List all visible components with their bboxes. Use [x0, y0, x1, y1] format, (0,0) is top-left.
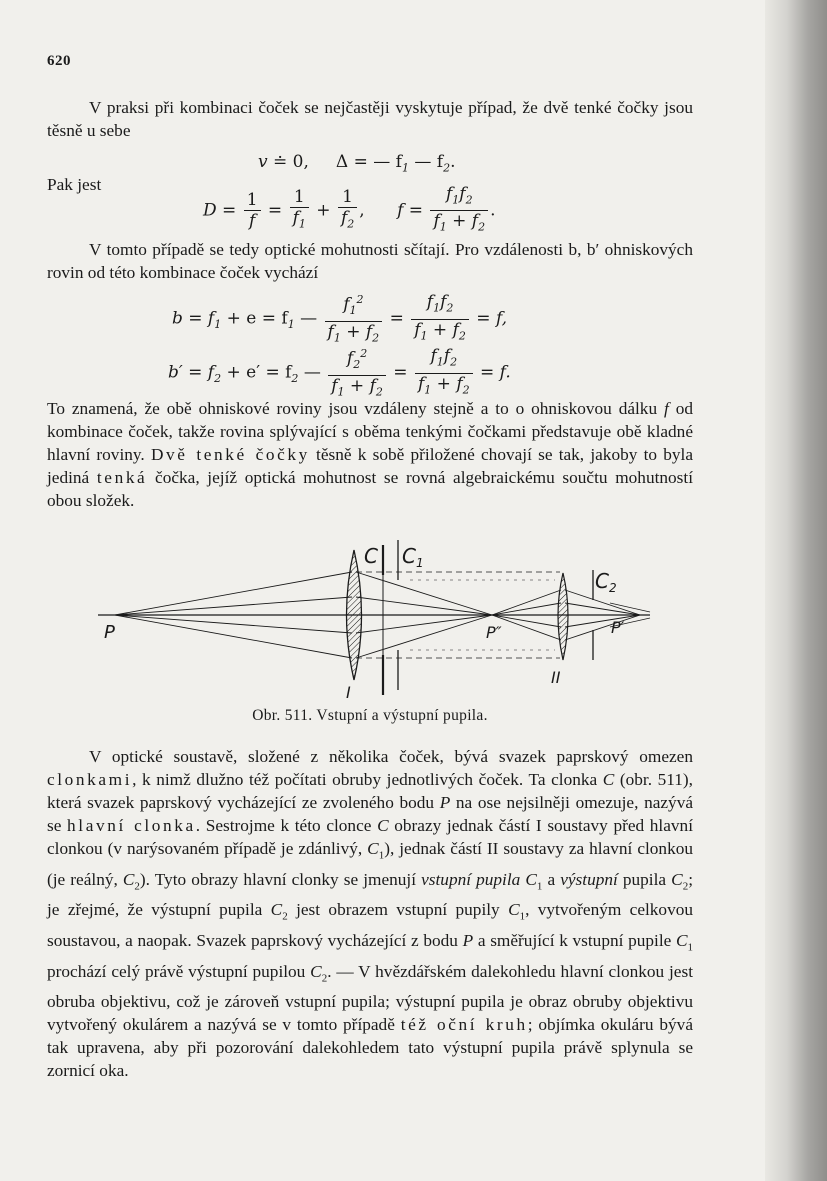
eq2-frac-1-over-f1: $\frac{1}{f_1}$	[290, 187, 309, 234]
label-lens-I: I	[346, 683, 351, 702]
eq1-sub1: 1	[401, 161, 409, 175]
ray-lower-2	[115, 615, 352, 658]
eq3-frac-product: $\frac{f_1f_2}{f_1 + f_2}$	[411, 292, 469, 346]
label-lens-II: II	[551, 668, 561, 687]
eq2-equals: =	[267, 200, 283, 221]
ray-lower-1	[115, 615, 352, 633]
eq2-D: D =	[203, 200, 237, 221]
eq4-frac-product: $\frac{f_1f_2}{f_1 + f_2}$	[415, 346, 473, 400]
page-number: 620	[47, 53, 71, 69]
eq2-plus: +	[316, 200, 331, 221]
label-P-double-prime: P″	[486, 623, 502, 642]
paragraph-3: To znamená, že obě ohniskové roviny jsou vzdáleny stejně a to o ohniskovou dálku f od kombinace čoček, takže rovina splývající s oběma tenkými čočkami představuje obě kladné hlavní roviny. Dvě tenké čočky těsně k sobě přiložené chovají se tak, jakoby to byla jediná tenká čočka, jejíž optická mohutnost se rovná algebraickému součtu mohutností obou složek.	[47, 399, 693, 511]
equation-1	[258, 152, 455, 174]
eq1-delta: Δ	[335, 152, 349, 172]
pak-jest-label: Pak jest	[47, 175, 102, 194]
equation-3: $b = f_1 + e = f_1$ — $\frac{f_1^2}{f_1 + f_2}$ = $\frac{f_1f_2}{f_1 + f_2}$ = f,	[172, 290, 507, 348]
paragraph-2	[47, 238, 693, 284]
ray-upper-2	[115, 597, 352, 615]
eq1-approx: ≐ 0,	[273, 152, 309, 172]
eq1-v: v	[258, 152, 268, 172]
paragraph-1-text: V praksi při kombinaci čoček se nejčastěji vyskytuje případ, že dvě tenké čočky jsou těsně u sebe	[47, 98, 693, 141]
figure-caption: Obr. 511. Vstupní a výstupní pupila.	[252, 707, 488, 724]
eq4-frac-square: $\frac{f_2^2}{f_1 + f_2}$	[328, 344, 386, 402]
eq2-frac-product-over-sum: $\frac{f_1f_2}{f_1 + f_2}$	[430, 184, 488, 238]
eq1-rhs: = — f	[353, 152, 402, 172]
figure-511-optics-diagram	[0, 530, 740, 705]
paragraph-4: V optické soustavě, složené z několika čoček, bývá svazek paprskový omezen clonkami, k nimž dlužno též počítati obruby jednotlivých čoček. Ta clonka C (obr. 511), která svazek paprskový vycházející ze zvoleného bodu P na ose nejsilněji omezuje, nazývá se hlavní clonka. Sestrojme k této clonce C obrazy jednak částí I soustavy před hlavní clonkou (v narýsovaném případě je zdánlivý, $C_1$), jednak částí II soustavy za hlavní clonkou (je reálný, $C_2$). Tyto obrazy hlavní clonky se jmenují vstupní pupila $C_1$ a výstupní pupila $C_2$; je zřejmé, že výstupní pupila $C_2$ jest obrazem vstupní pupily $C_1$, vytvořeným celkovou soustavou, a naopak. Svazek paprskový vycházející z bodu P a směřující k vstupní pupile $C_1$ prochází celý právě výstupní pupilou $C_2$. — V hvězdářském dalekohledu hlavní clonkou jest obruba objektivu, což je zároveň vstupní pupila; výstupní pupila je obraz obruby objektivu vytvořený okulárem a nazývá se v tomto případě též oční kruh; objímka okuláru bývá tak upravena, aby při pozorování dalekohledem tato výstupní pupila právě splynula se zornicí oka.	[47, 747, 694, 1081]
eq2-f-equals: f =	[397, 200, 424, 221]
eq2-frac-1-over-f: $\frac{1}{f}$	[244, 190, 261, 231]
label-C2: $C_2$	[595, 569, 617, 595]
spaced-emphasis-1: Dvě tenké čočky	[150, 445, 310, 465]
paragraph-2-text: V tomto případě se tedy optické mohutnosti sčítají. Pro vzdálenosti b, b′ ohniskových rovin od této kombinace čoček vychází	[47, 240, 693, 283]
label-C: C	[364, 544, 378, 568]
equation-4: $b' = f_2 + e' = f_2$ — $\frac{f_2^2}{f_1 + f_2}$ = $\frac{f_1f_2}{f_1 + f_2}$ = f.	[168, 344, 511, 402]
ray-upper-1	[115, 572, 352, 615]
lens-I	[347, 550, 362, 680]
paragraph-1	[47, 96, 693, 142]
spaced-emphasis-2: tenká	[96, 468, 148, 488]
eq2-frac-1-over-f2: $\frac{1}{f_2}$	[338, 187, 357, 234]
label-C1: $C_1$	[402, 544, 424, 570]
book-spine-shadow	[765, 0, 827, 1181]
eq1-mid: — f	[408, 152, 444, 172]
eq1-sub2: 2	[443, 161, 451, 175]
equation-2: D = $\frac{1}{f}$ = $\frac{1}{f_1}$ + $\frac{1}{f_2}$ , f = $\frac{f_1f_2}{f_1 + f_2}$ .	[203, 184, 496, 238]
label-P-prime: P′	[611, 618, 625, 637]
lens-II	[558, 573, 568, 660]
eq1-end: .	[450, 152, 456, 172]
label-P: P	[104, 622, 115, 643]
eq3-frac-square: $\frac{f_1^2}{f_1 + f_2}$	[325, 290, 383, 348]
